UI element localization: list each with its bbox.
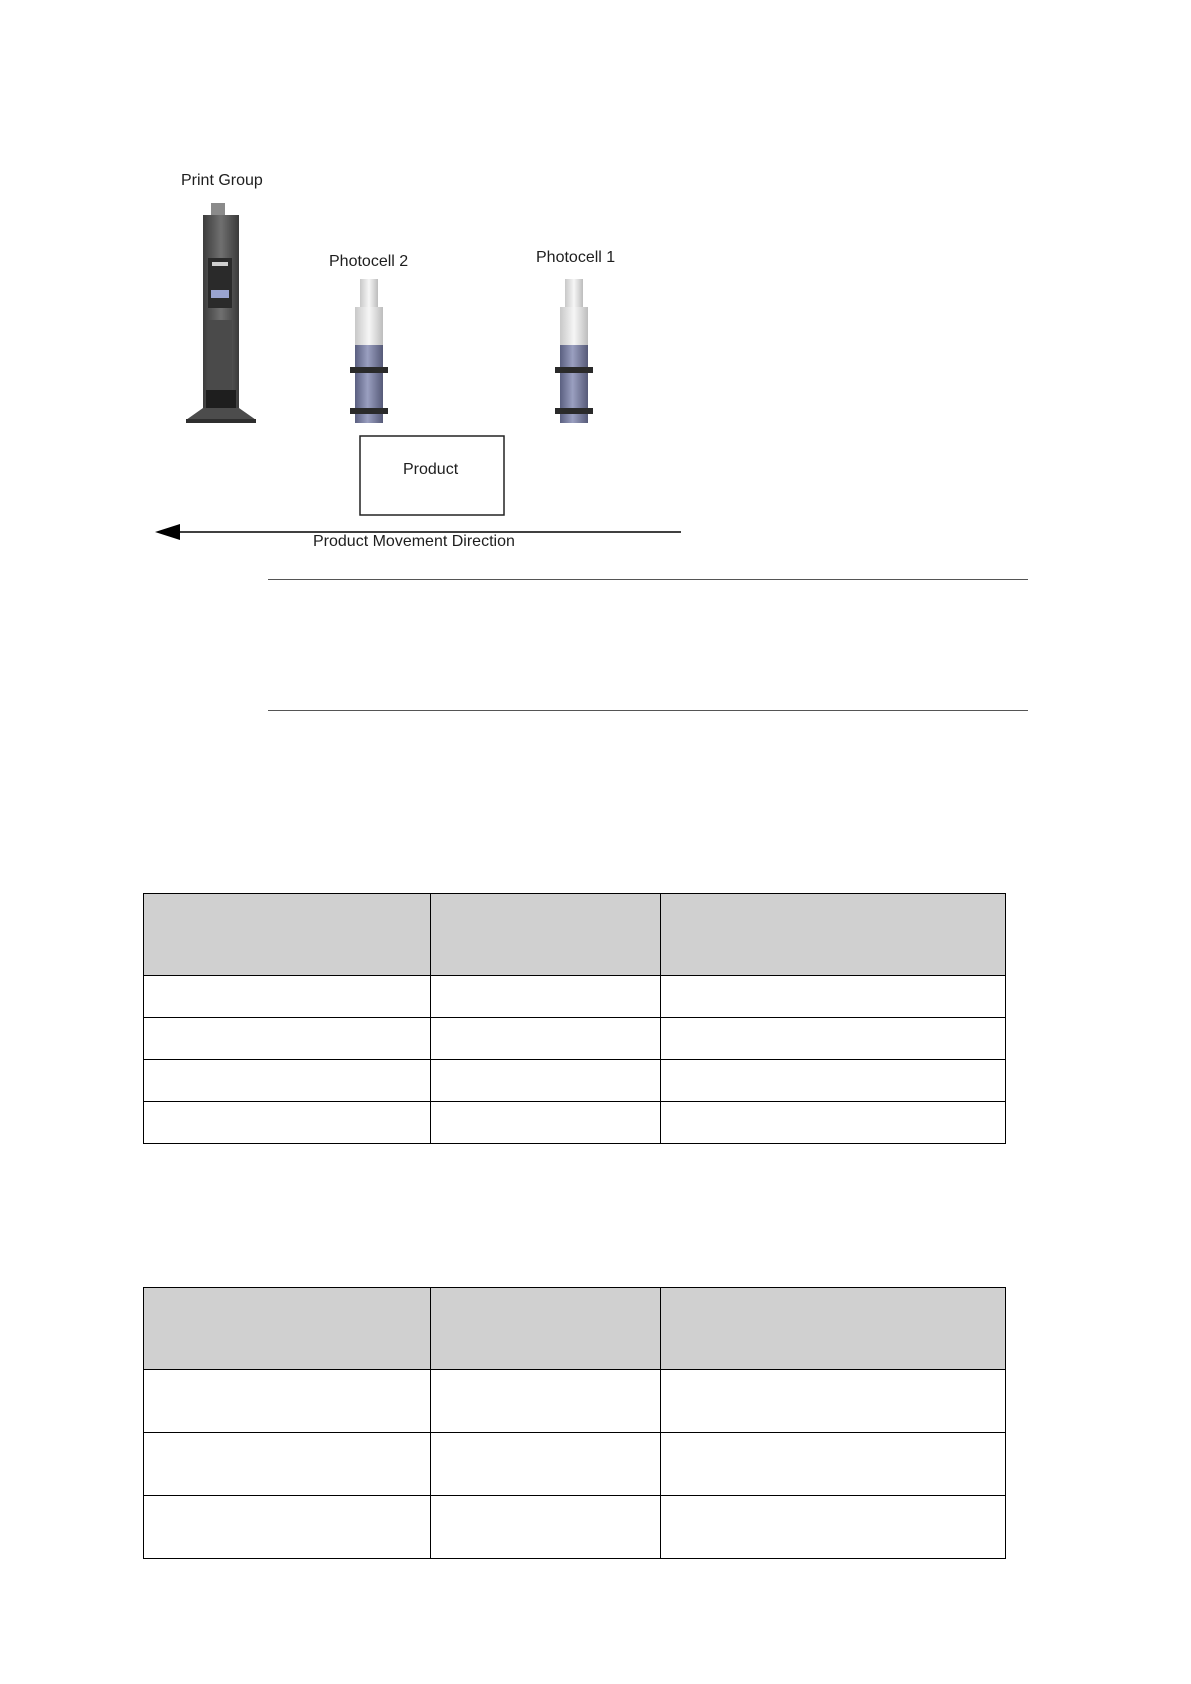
table-2-header-cell xyxy=(661,1288,1006,1370)
table-cell xyxy=(661,1102,1006,1144)
table-1-header-row xyxy=(144,894,1006,976)
table-row xyxy=(144,1018,1006,1060)
table-2-header-cell xyxy=(144,1288,431,1370)
table-cell xyxy=(661,1060,1006,1102)
table-row xyxy=(144,1370,1006,1433)
table-cell xyxy=(144,1102,431,1144)
table-row xyxy=(144,976,1006,1018)
table-cell xyxy=(431,1102,661,1144)
table-cell xyxy=(144,976,431,1018)
table-cell xyxy=(144,1018,431,1060)
table-cell xyxy=(144,1496,431,1559)
table-cell xyxy=(144,1370,431,1433)
table-2-header-row xyxy=(144,1288,1006,1370)
table-2-header-cell xyxy=(431,1288,661,1370)
machine-layout-diagram xyxy=(0,0,1191,600)
note-rule-top xyxy=(268,579,1028,580)
table-cell xyxy=(661,976,1006,1018)
table-cell xyxy=(661,1433,1006,1496)
table-cell xyxy=(431,1370,661,1433)
photocell-2-icon xyxy=(350,279,388,423)
table-1 xyxy=(143,893,1006,1144)
table-row xyxy=(144,1496,1006,1559)
table-row xyxy=(144,1433,1006,1496)
table-1-header-cell xyxy=(431,894,661,976)
photocell-1-icon xyxy=(555,279,593,423)
table-row xyxy=(144,1102,1006,1144)
table-cell xyxy=(431,1060,661,1102)
table-1-header-cell xyxy=(144,894,431,976)
table-cell xyxy=(661,1370,1006,1433)
table-cell xyxy=(431,1433,661,1496)
table-cell xyxy=(431,1496,661,1559)
table-cell xyxy=(661,1496,1006,1559)
print-group-icon xyxy=(186,203,256,423)
table-cell xyxy=(431,976,661,1018)
note-rule-bottom xyxy=(268,710,1028,711)
print-group-label: Print Group xyxy=(181,172,263,189)
table-cell xyxy=(431,1018,661,1060)
table-2 xyxy=(143,1287,1006,1559)
table-cell xyxy=(661,1018,1006,1060)
photocell-1-label: Photocell 1 xyxy=(536,249,616,266)
movement-direction-label: Product Movement Direction xyxy=(313,533,515,550)
photocell-2-label: Photocell 2 xyxy=(329,253,409,270)
table-row xyxy=(144,1060,1006,1102)
product-label: Product xyxy=(403,461,459,478)
table-1-header-cell xyxy=(661,894,1006,976)
table-cell xyxy=(144,1433,431,1496)
table-cell xyxy=(144,1060,431,1102)
